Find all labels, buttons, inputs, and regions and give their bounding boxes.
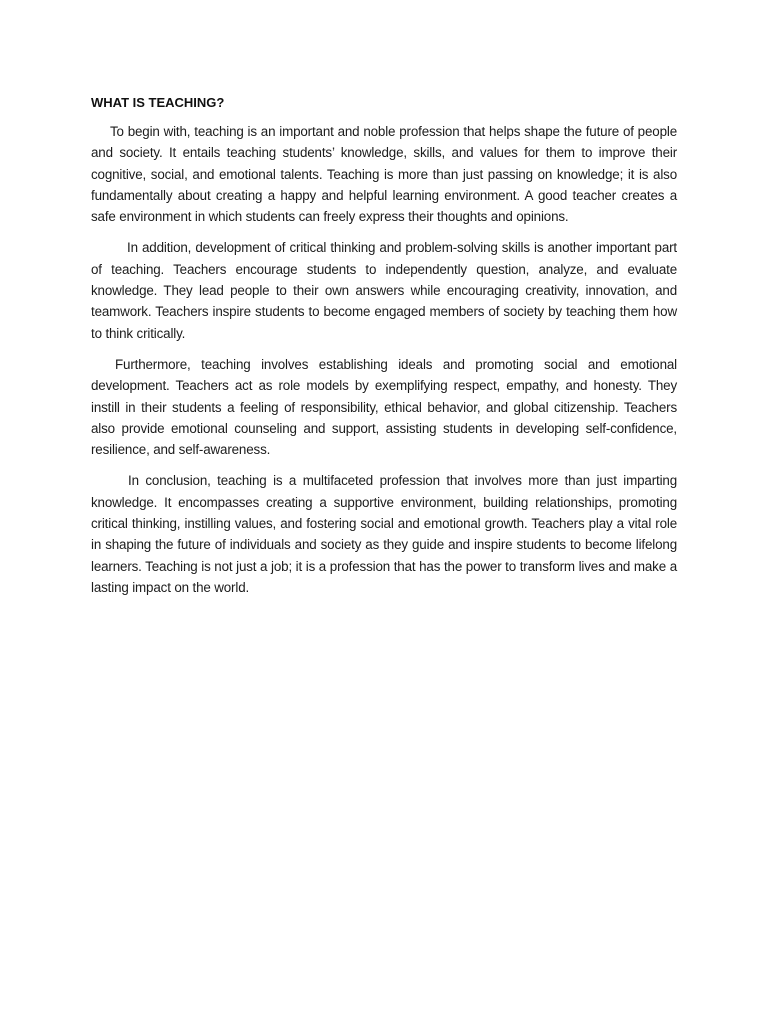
paragraph-conclusion: In conclusion, teaching is a multifaceted profession that involves more than just imparting knowledge. It encompasses creating a supportive environment, building relationships, promoting critical thinking, instilling values, and fostering social and emotional growth. Teachers play a vital role in shaping the future of individuals and society as they guide and inspire students to become lifelong learners. Teaching is not just a job; it is a profession that has the power to transform lives and make a lasting impact on the world. [91, 473, 677, 595]
paragraph-social-emotional: Furthermore, teaching involves establishing ideals and promoting social and emotional development. Teachers act as role models by exemplifying respect, empathy, and honesty. They instill in their students a feeling of responsibility, ethical behavior, and global citizenship. Teachers also provide emotional counseling and support, assisting students in developing self-confidence, resilience, and self-awareness. [91, 356, 677, 458]
paragraph-critical-thinking: In addition, development of critical thinking and problem-solving skills is another important part of teaching. Teachers encourage students to independently question, analyze, and evaluate knowledge. They lead people to their own answers while encouraging creativity, innovation, and teamwork. Teachers inspire students to become engaged members of society by teaching them how to think critically. [91, 240, 677, 341]
paragraph-introduction: To begin with, teaching is an important and noble profession that helps shape the future of people and society. It entails teaching students’ knowledge, skills, and values for them to improve their cognitive, social, and emotional talents. Teaching is more than just passing on knowledge; it is also fundamentally about creating a happy and helpful learning environment. A good teacher creates a safe environment in which students can freely express their thoughts and opinions. [91, 124, 677, 225]
document-title: WHAT IS TEACHING? [91, 95, 225, 110]
document-body [91, 94, 677, 608]
